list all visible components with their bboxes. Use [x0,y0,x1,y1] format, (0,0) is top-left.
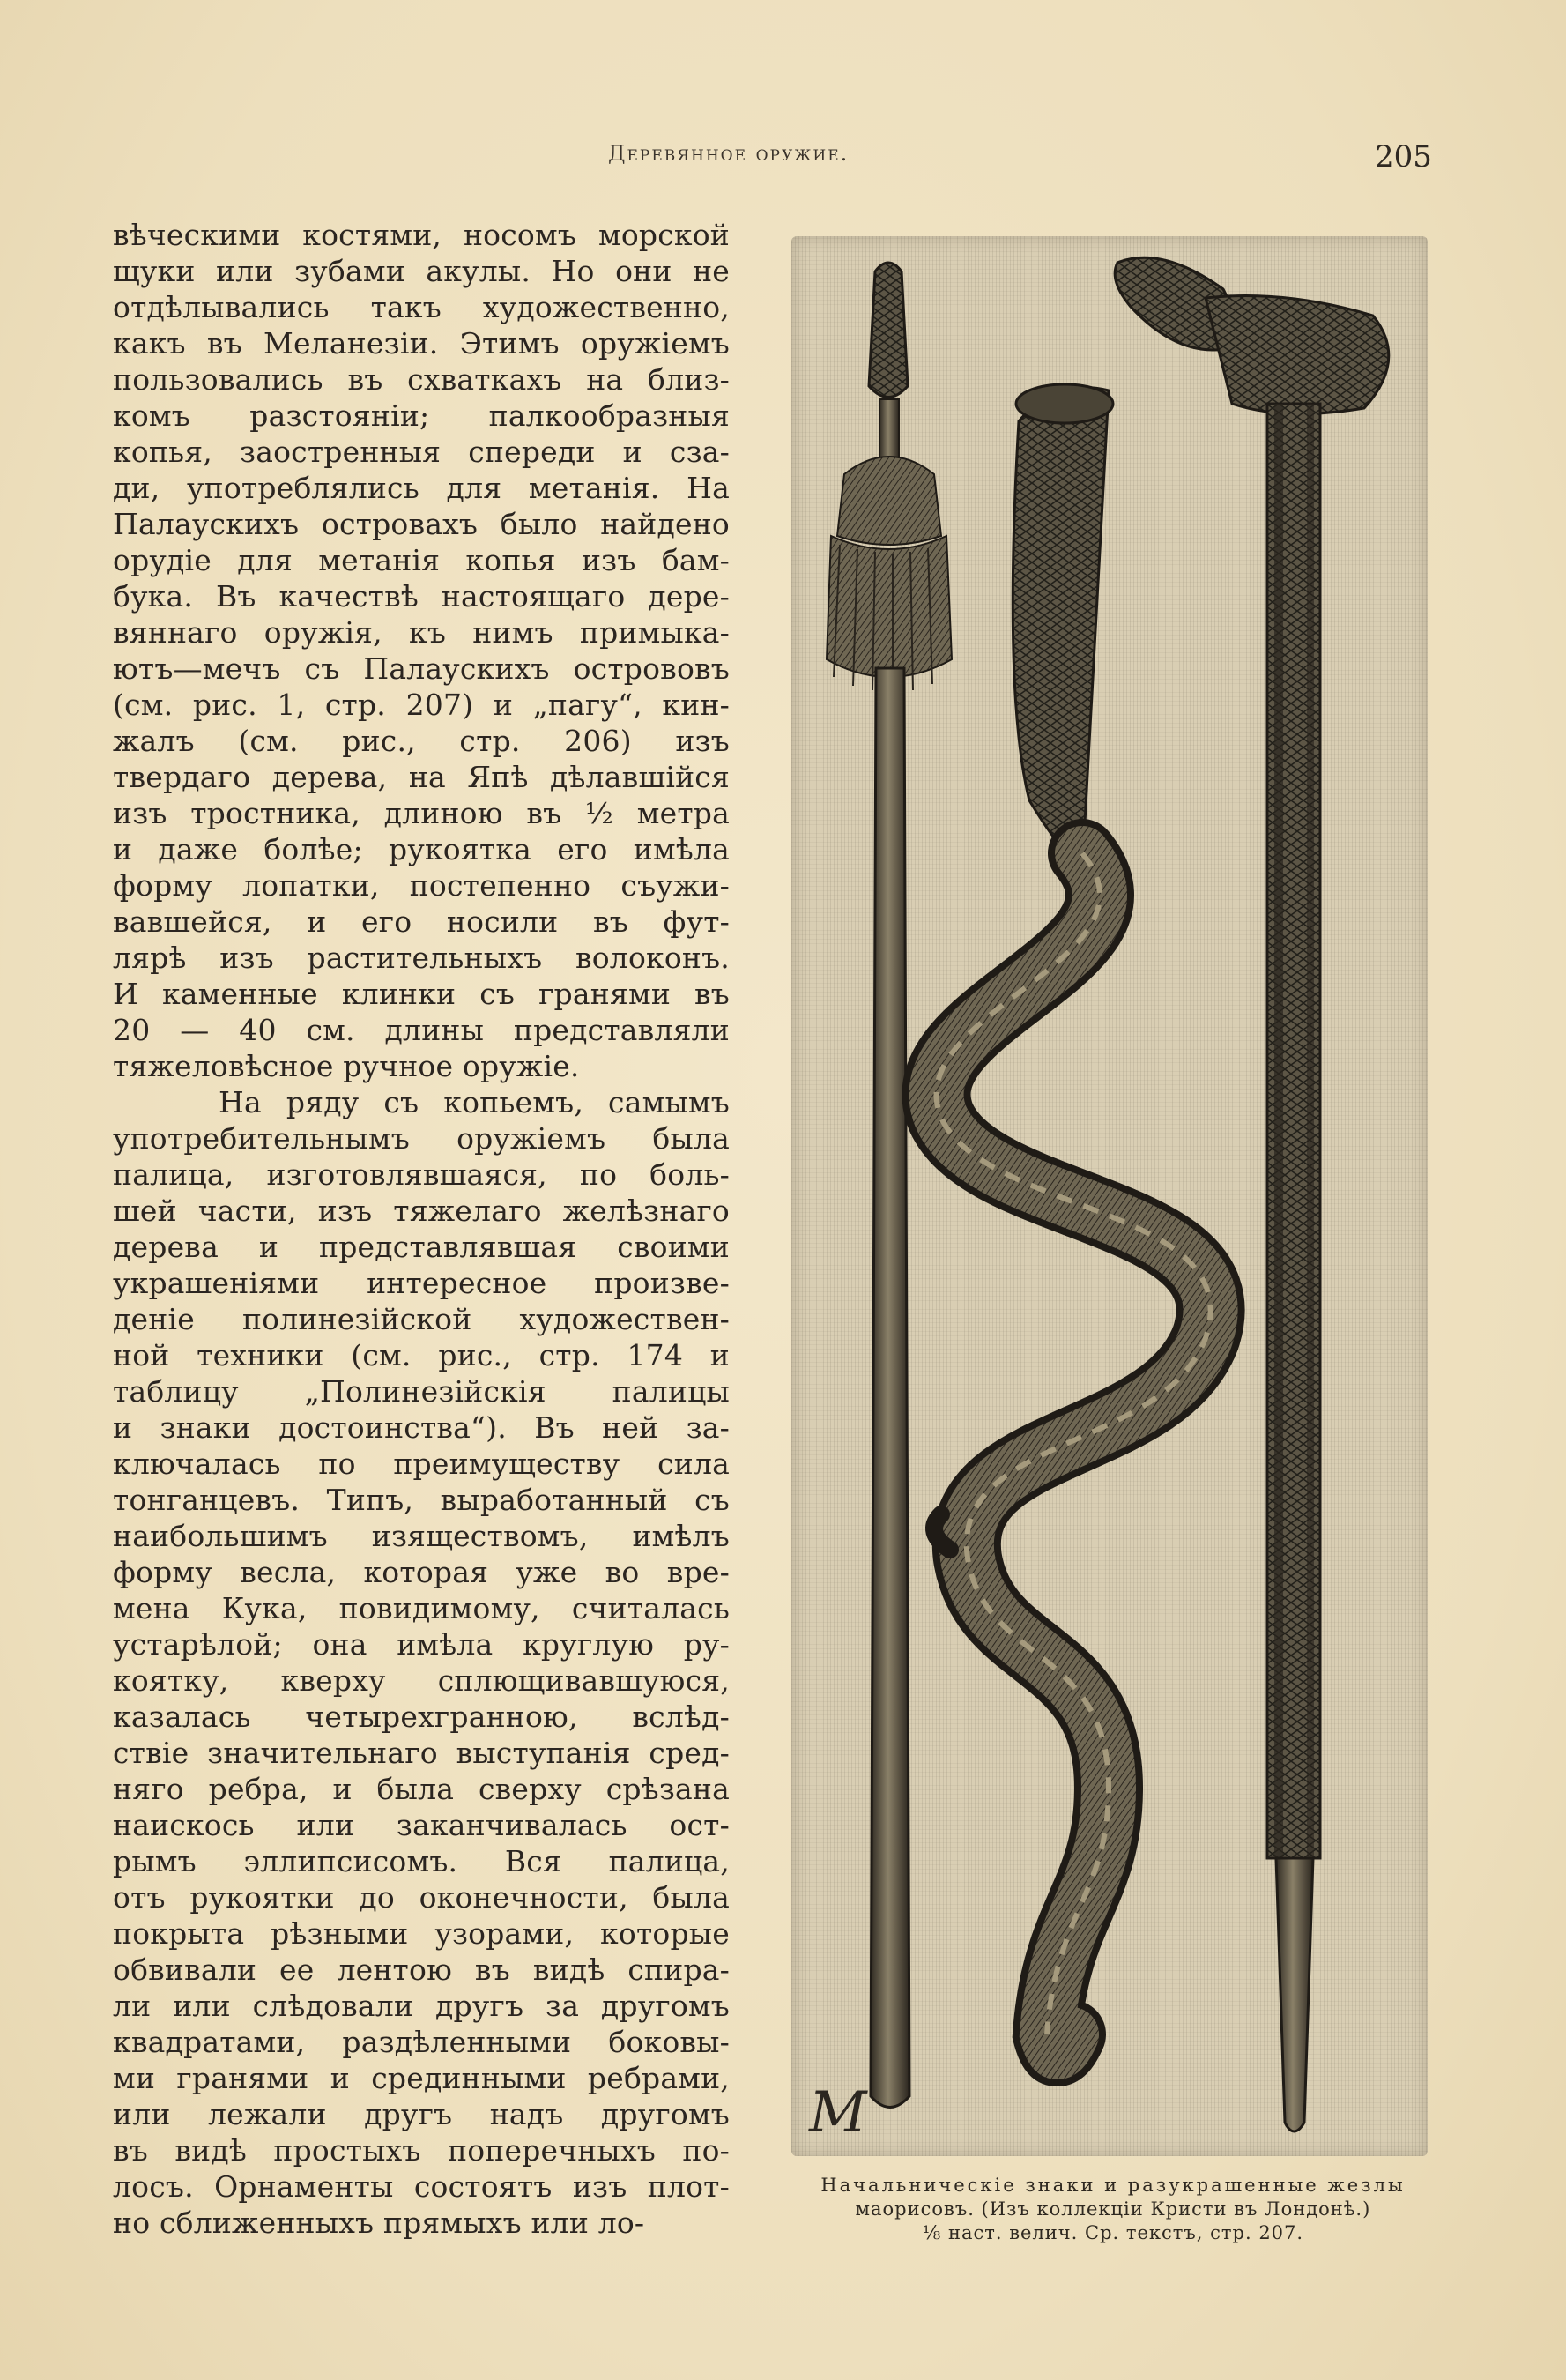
twisted-carved-staff [934,384,1211,2052]
text-line: копья, заостренныя спереди и сза- [113,435,730,469]
caption-line-1: Начальническіе знаки и разукрашенные жезлы [820,2175,1406,2196]
text-line: въ видѣ простыхъ поперечныхъ по- [113,2133,730,2168]
text-line: бука. Въ качествѣ настоящаго дере- [113,579,730,614]
text-line: ди, употреблялись для метанія. На [113,471,730,505]
text-line: щуки или зубами акулы. Но они не [113,254,730,288]
engraver-signature: M [809,2080,867,2146]
text-line: жалъ (см. рис., стр. 206) изъ [113,724,730,758]
text-line: наискось или заканчивалась ост- [113,1808,730,1842]
text-line: ли или слѣдовали другъ за другомъ [113,1989,730,2023]
text-line: или лежали другъ надъ другомъ [113,2097,730,2131]
text-line: орудіе для метанія копья изъ бам- [113,543,730,577]
caption-line-3: ⅛ наст. велич. Ср. текстъ, стр. 207. [922,2222,1304,2243]
running-head: Деревянное оружие. [608,141,850,166]
text-line: ключалась по преимуществу сила [113,1447,730,1481]
text-line: (см. рис. 1, стр. 207) и „пагу“, кин- [113,688,730,722]
text-line: обвивали ее лентою въ видѣ спира- [113,1952,730,1987]
spear-staff [827,263,952,2108]
caption-line-2: маорисовъ. (Изъ коллекціи Кристи въ Лондонѣ.) [855,2198,1371,2220]
text-line: наибольшимъ изяществомъ, имѣлъ [113,1519,730,1553]
text-line: отъ рукоятки до оконечности, была [113,1880,730,1915]
text-line: коятку, кверху сплющивавшуюся, [113,1663,730,1698]
text-line: ной техники (см. рис., стр. 174 и [113,1338,730,1372]
text-line: твердаго дерева, на Япѣ дѣлавшійся [113,760,730,794]
text-line: Палаускихъ островахъ было найдено [113,507,730,541]
text-line: деніе полинезійской художествен- [113,1302,730,1336]
text-line: но сближенныхъ прямыхъ или ло- [113,2205,645,2240]
text-line: форму лопатки, постепенно съужи- [113,868,730,903]
text-line: квадратами, раздѣленными боковы- [113,2025,730,2059]
figure-caption [765,2174,1461,2245]
text-line: палица, изготовлявшаяся, по боль- [113,1157,730,1192]
text-line: И каменные клинки съ гранями въ [113,977,730,1011]
text-line: казалась четырехгранною, вслѣд- [113,1699,730,1734]
text-line: отдѣлывались такъ художественно, [113,290,730,324]
text-line: рымъ эллипсисомъ. Вся палица, [113,1844,730,1878]
figure-illustration [791,236,1428,2156]
page-number: 205 [1375,139,1432,175]
text-line: пользовались въ схваткахъ на близ- [113,362,730,397]
text-line: и даже болѣе; рукоятка его имѣла [113,832,730,866]
text-line: покрыта рѣзными узорами, которые [113,1916,730,1951]
text-line: вѣческими костями, носомъ морской [113,218,730,252]
text-line: ютъ—мечъ съ Палаускихъ острововъ [113,651,730,686]
text-line: устарѣлой; она имѣла круглую ру- [113,1627,730,1662]
maori-staffs-engraving [791,236,1428,2156]
text-line: вавшейся, и его носили въ фут- [113,904,730,939]
text-line: комъ разстояніи; палкообразныя [113,398,730,433]
text-line: лосъ. Орнаменты состоятъ изъ плот- [113,2169,730,2204]
text-line: лярѣ изъ растительныхъ волоконъ. [113,941,730,975]
text-line: шей части, изъ тяжелаго желѣзнаго [113,1194,730,1228]
text-line: На ряду съ копьемъ, самымъ [219,1085,730,1119]
text-line: ми гранями и срединными ребрами, [113,2061,730,2095]
text-line: вяннаго оружія, къ нимъ примыка- [113,615,730,650]
text-line: мена Кука, повидимому, считалась [113,1591,730,1625]
text-line: 20 — 40 см. длины представляли [113,1013,730,1047]
text-line: какъ въ Меланезіи. Этимъ оружіемъ [113,326,730,361]
text-line: украшеніями интересное произве- [113,1266,730,1300]
text-line: употребительнымъ оружіемъ была [113,1121,730,1156]
text-line: форму весла, которая уже во вре- [113,1555,730,1589]
text-line: и знаки достоинства“). Въ ней за- [113,1410,730,1445]
text-line: тонганцевъ. Типъ, выработанный съ [113,1483,730,1517]
text-line: ствіе значительнаго выступанія сред- [113,1736,730,1770]
text-line: дерева и представлявшая своими [113,1230,730,1264]
text-line: няго ребра, и была сверху срѣзана [113,1772,730,1806]
body-text-column [113,217,730,2241]
carved-walking-staff [1115,257,1389,2131]
text-line: изъ тростника, длиною въ ½ метра [113,796,730,830]
text-line: таблицу „Полинезійскія палицы [113,1374,730,1409]
text-line: тяжеловѣсное ручное оружіе. [113,1049,580,1083]
